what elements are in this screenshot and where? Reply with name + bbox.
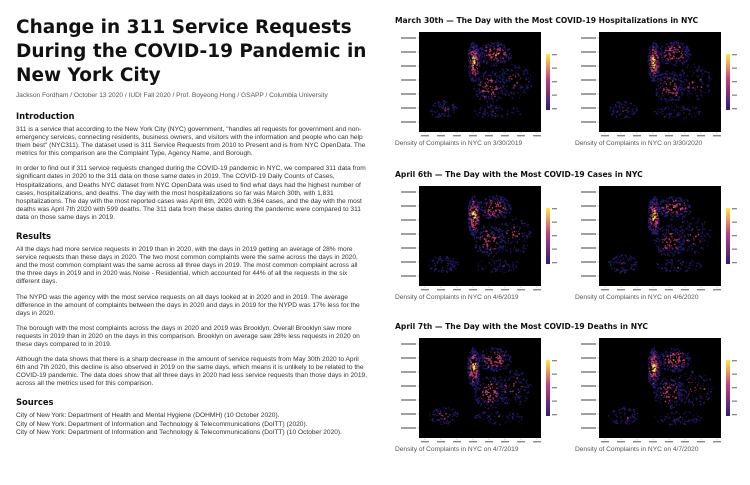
source-line: City of New York: Department of Information and Technology & Telecommunications (DoITT) (10 October 2020). xyxy=(16,428,342,436)
paragraph: In order to find out if 311 service requests changed during the COVID-19 pandemic in NYC, we compared 311 data from significant dates in 2020 to the 311 data on those same dates in 2019. The COVID-19 Daily Counts of Cases, Hospitalizations, and Deaths NYC dataset from NYC OpenData was used to find what days had the highest number of cases, hospitalizations, and deaths. The day with the most hospitalizations so far was March 30th, with 1,831 hospitalizations. The day with the most reported cases was April 6th, 2020 with 6,364 cases, and the day with the most deaths was April 7th 2020 with 599 deaths. The 311 data from these dates during the pandemic were compared to 311 data on those same days in 2019. xyxy=(16,165,366,221)
density-map xyxy=(575,334,739,446)
map-panel xyxy=(575,28,747,147)
map-panel xyxy=(575,182,747,301)
density-map xyxy=(575,28,739,140)
paragraph: The borough with the most complaints across the days in 2020 and 2019 was Brooklyn. Overall Brooklyn saw more requests in 2019 than in 2020 on the days in this comparison. Brooklyn on average saw 28% less requests in 2020 on these days compared to in 2019. xyxy=(16,324,360,348)
section-introduction xyxy=(16,111,368,222)
map-caption: Density of Complaints in NYC on 3/30/2020 xyxy=(575,140,703,147)
section-heading: Results xyxy=(16,231,51,242)
byline: Jackson Fordham / October 13 2020 / IUDI Fall 2020 / Prof. Boyeong Hong / GSAPP / Columbia University xyxy=(16,92,328,99)
paragraph: The NYPD was the agency with the most service requests on all days looked at in 2020 and in 2019. The average difference in the amount of complaints between the days in 2020 and days in 2019 for the NYPD was 17% less for the days in 2020. xyxy=(16,293,360,317)
density-map xyxy=(395,182,559,294)
source-line: City of New York: Department of Health and Mental Hygiene (DOHMH) (10 October 2020). xyxy=(16,412,280,420)
text-column xyxy=(16,10,368,446)
section-sources xyxy=(16,397,368,436)
panel-heading-april-7: April 7th — The Day with the Most COVID-19 Deaths in NYC xyxy=(395,322,648,331)
map-caption: Density of Complaints in NYC on 4/7/2020 xyxy=(575,446,699,453)
section-heading: Sources xyxy=(16,397,54,408)
section-results xyxy=(16,231,368,388)
map-caption: Density of Complaints in NYC on 4/6/2019 xyxy=(395,294,519,301)
map-caption: Density of Complaints in NYC on 4/7/2019 xyxy=(395,446,519,453)
density-map xyxy=(575,182,739,294)
paragraph: 311 is a service that according to the New York City (NYC) government, "handles all requests for government and non-emergency services, connecting residents, business owners, and visitors with the information and people who can help them best" (NYC311). The dataset used is 311 Service Requests from 2010 to Present and is from NYC OpenData. The metrics for this comparison are the Complaint Type, Agency Name, and Borough. xyxy=(16,126,366,158)
map-panel xyxy=(575,334,747,453)
paragraph: Although the data shows that there is a sharp decrease in the amount of service requests from May 30th 2020 to April 6th and 7th 2020, this decline is also observed in 2019 on the same days, which means it is unlikely to be related to the COVID-19 pandemic. The data does show that all three days in 2020 had less service requests than those days in 2019, across all the metrics used for this comparison. xyxy=(16,356,368,388)
poster-title: Change in 311 Service Requests During the COVID-19 Pandemic in New York City xyxy=(16,17,367,86)
panel-heading-march-30: March 30th — The Day with the Most COVID-19 Hospitalizations in NYC xyxy=(395,16,699,25)
map-panel xyxy=(395,334,567,453)
density-map xyxy=(395,334,559,446)
map-panel xyxy=(395,182,567,301)
source-line: City of New York: Department of Information and Technology & Telecommunications (DoITT) (2020). xyxy=(16,420,308,428)
paragraph: All the days had more service requests in 2019 than in 2020, with the days in 2019 getting an average of 28% more service requests than these days in 2020. The two most common complaints were the same across the days in 2020, and the most common complaint was the same across all three days in 2019. The most common complaint across all the three days in 2019 and in 2020 was Noise - Residential, which accounted for 44% of all the requests in the six different days. xyxy=(16,246,358,286)
map-panel xyxy=(395,28,567,147)
section-heading: Introduction xyxy=(16,111,75,121)
density-map xyxy=(395,28,559,140)
map-caption: Density of Complaints in NYC on 4/6/2020 xyxy=(575,294,699,301)
map-caption: Density of Complaints in NYC on 3/30/2019 xyxy=(395,140,523,147)
panel-heading-april-6: April 6th — The Day with the Most COVID-19 Cases in NYC xyxy=(395,170,643,179)
